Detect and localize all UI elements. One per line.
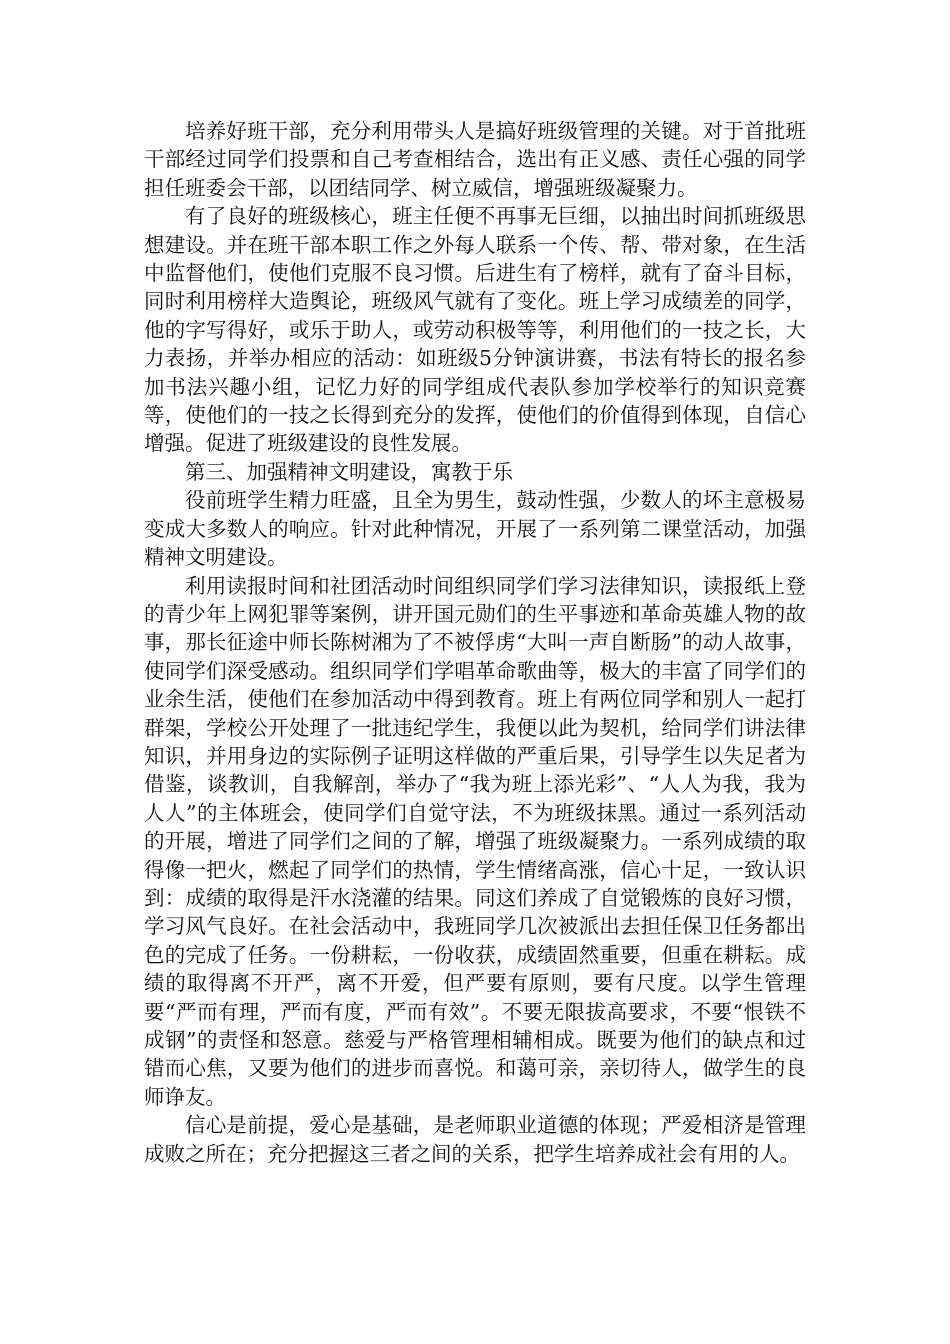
paragraph-pre-service-class: 役前班学生精力旺盛，且全为男生，鼓动性强，少数人的坏主意极易变成大多数人的响应。针对此种情况，开展了一系列第二课堂活动，加强精神文明建设。 [144, 488, 806, 570]
paragraph-activities: 利用读报时间和社团活动时间组织同学们学习法律知识，读报纸上登的青少年上网犯罪等案例，讲开国元勋们的生平事迹和革命英雄人物的故事，那长征途中师长陈树湘为了不被俘虏“大叫一声自断肠”的动人故事，使同学们深受感动。组织同学们学唱革命歌曲等，极大的丰富了同学们的业余生活，使他们在参加活动中得到教育。班上有两位同学和别人一起打群架，学校公开处理了一批违纪学生，我便以此为契机，给同学们讲法律知识，并用身边的实际例子证明这样做的严重后果，引导学生以失足者为借鉴，谈教训，自我解剖，举办了“我为班上添光彩”、“人人为我，我为人人”的主体班会，使同学们自觉守法，不为班级抹黑。通过一系列活动的开展，增进了同学们之间的了解，增强了班级凝聚力。一系列成绩的取得像一把火，燃起了同学们的热情，学生情绪高涨，信心十足，一致认识到：成绩的取得是汗水浇灌的结果。同这们养成了自觉锻炼的良好习惯，学习风气良好。在社会活动中，我班同学几次被派出去担任保卫任务都出色的完成了任务。一份耕耘，一份收获，成绩固然重要，但重在耕耘。成绩的取得离不开严，离不开爱，但严要有原则，要有尺度。以学生管理要“严而有理，严而有度，严而有效”。不要无限拔高要求，不要“恨铁不成钢”的责怪和怒意。慈爱与严格管理相辅相成。既要为他们的缺点和过错而心焦，又要为他们的进步而喜悦。和蔼可亲，亲切待人，做学生的良师诤友。 [144, 573, 806, 1109]
section-heading-third: 第三、加强精神文明建设，寓教于乐 [185, 459, 513, 484]
paragraph-conclusion: 信心是前提，爱心是基础，是老师职业道德的体现；严爱相济是管理成败之所在；充分把握这三者之间的关系，把学生培养成社会有用的人。 [144, 1113, 806, 1166]
paragraph-class-core: 有了良好的班级核心，班主任便不再事无巨细，以抽出时间抓班级思想建设。并在班干部本职工作之外每人联系一个传、帮、带对象，在生活中监督他们，使他们克服不良习惯。后进生有了榜样，就有了奋斗目标，同时利用榜样大造舆论，班级风气就有了变化。班上学习成绩差的同学，他的字写得好，或乐于助人，或劳动积极等等，利用他们的一技之长，大力表扬，并举办相应的活动：如班级5分钟演讲赛，书法有特长的报名参加书法兴趣小组，记忆力好的同学组成代表队参加学校举行的知识竞赛等，使他们的一技之长得到充分的发挥，使他们的价值得到体现，自信心增强。促进了班级建设的良性发展。 [144, 204, 806, 456]
paragraph-class-cadres: 培养好班干部，充分利用带头人是搞好班级管理的关键。对于首批班干部经过同学们投票和自己考查相结合，选出有正义感、责任心强的同学担任班委会干部，以团结同学、树立威信，增强班级凝聚力。 [144, 119, 806, 200]
document-body [144, 117, 806, 1168]
